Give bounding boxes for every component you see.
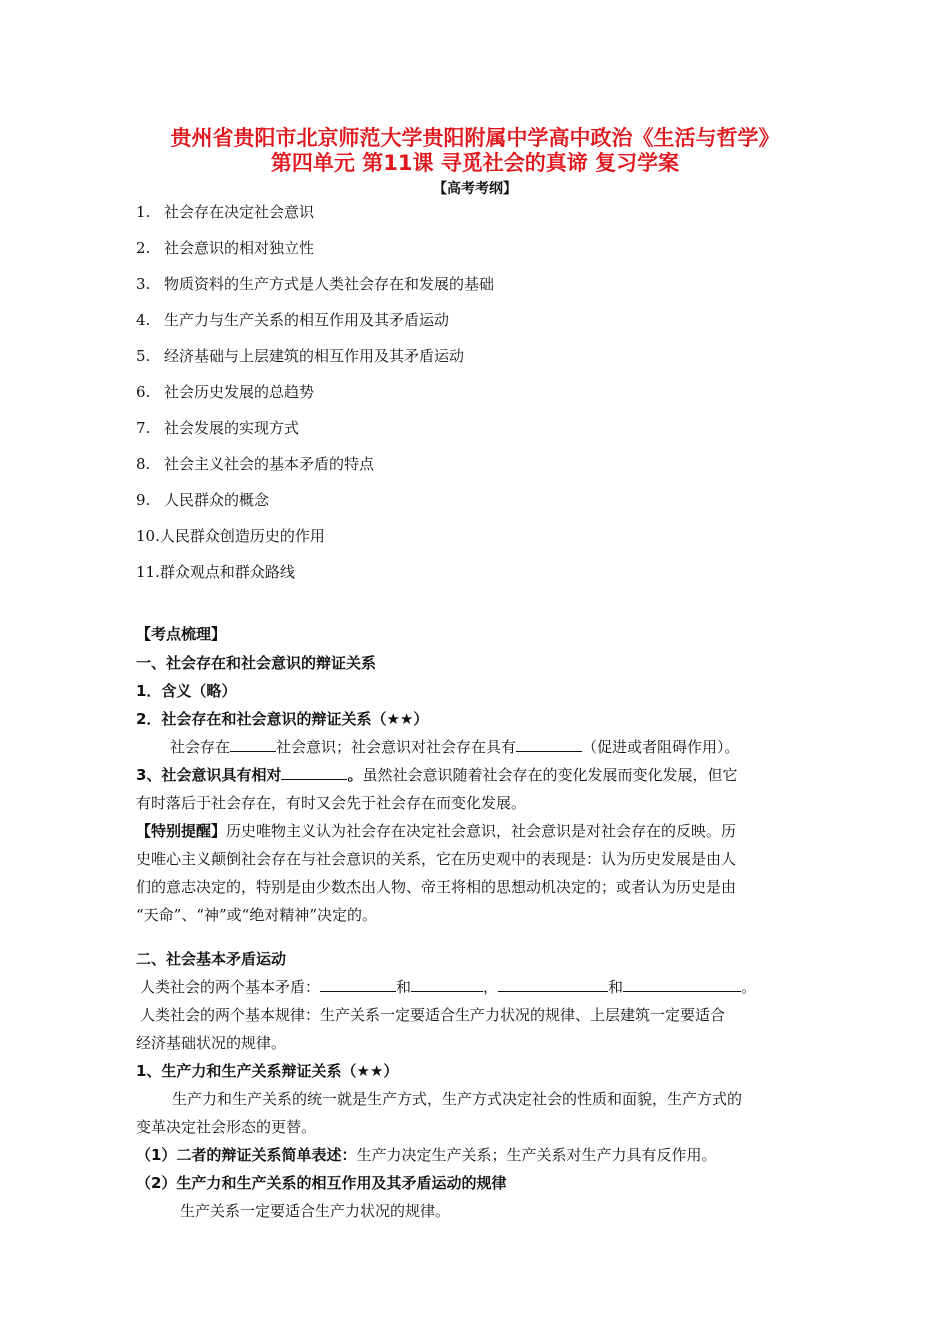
sec2-point1 — [136, 1144, 716, 1166]
list-item — [136, 524, 494, 560]
section-heading: 【考点梳理】 — [136, 625, 227, 643]
list-item — [136, 560, 494, 596]
list-item-number: 5. — [136, 347, 151, 365]
item3-bold-end: 。 — [347, 766, 363, 784]
list-item-number: 8. — [136, 455, 151, 473]
list-item-text: 社会意识的相对独立性 — [164, 239, 315, 257]
sec1-heading: 一、社会存在和社会意识的辩证关系 — [136, 654, 377, 672]
list-item — [136, 308, 494, 344]
blank-field[interactable] — [230, 737, 276, 752]
blank-field[interactable] — [320, 977, 396, 992]
sec2-heading: 二、社会基本矛盾运动 — [136, 950, 287, 968]
outline-heading: 【高考考纲】 — [433, 181, 517, 197]
list-item-number: 7. — [136, 419, 151, 437]
sec2-point2: （2）生产力和生产关系的相互作用及其矛盾运动的规律 — [136, 1174, 507, 1192]
blank-field[interactable] — [516, 737, 582, 752]
fill-text: 和 — [608, 978, 624, 996]
item3-bold: 3、社会意识具有相对 — [136, 766, 282, 784]
point1-bold: （1）二者的辩证关系简单表述： — [136, 1146, 357, 1164]
sec1-item3-line2: 有时落后于社会存在，有时又会先于社会存在而变化发展。 — [136, 794, 527, 812]
fill-text: 社会存在 — [170, 738, 231, 756]
fill-text: 和 — [396, 978, 412, 996]
list-item-text: 群众观点和群众路线 — [159, 563, 295, 581]
blank-field[interactable] — [281, 765, 347, 780]
list-item-text: 生产力与生产关系的相互作用及其矛盾运动 — [164, 311, 450, 329]
fill-text: 。 — [741, 978, 757, 996]
list-item — [136, 452, 494, 488]
sec1-item2: 2．社会存在和社会意识的辩证关系（★★） — [136, 710, 429, 728]
sec1-item1: 1．含义（略） — [136, 682, 237, 700]
list-item-number: 6. — [136, 383, 151, 401]
list-item-number: 1. — [136, 203, 151, 221]
list-item-number: 2. — [136, 239, 151, 257]
remind-line2: 史唯心主义颠倒社会存在与社会意识的关系，它在历史观中的表现是：认为历史发展是由人 — [136, 850, 737, 868]
remind-label: 【特别提醒】 — [136, 822, 227, 840]
list-item-text: 经济基础与上层建筑的相互作用及其矛盾运动 — [164, 347, 465, 365]
list-item-number: 4. — [136, 311, 151, 329]
remind-text: 历史唯物主义认为社会存在决定社会意识，社会意识是对社会存在的反映。历 — [226, 822, 737, 840]
list-item-number: 9. — [136, 491, 151, 509]
document-title-line-2: 第四单元 第11课 寻觅社会的真谛 复习学案 — [270, 151, 680, 175]
blank-field[interactable] — [498, 977, 608, 992]
fill-text: （促进或者阻碍作用）。 — [582, 738, 740, 756]
list-item-text: 物质资料的生产方式是人类社会存在和发展的基础 — [164, 275, 495, 293]
remind-line4: “天命”、“神”或“绝对精神”决定的。 — [136, 906, 378, 924]
list-item — [136, 272, 494, 308]
fill-text: 人类社会的两个基本矛盾： — [140, 978, 321, 996]
sec2-laws-line1: 人类社会的两个基本规律：生产关系一定要适合生产力状况的规律、上层建筑一定要适合 — [140, 1006, 726, 1024]
sec1-item3-line1 — [136, 764, 737, 786]
list-item-text: 社会主义社会的基本矛盾的特点 — [164, 455, 375, 473]
blank-field[interactable] — [623, 977, 741, 992]
sec2-mode-line1: 生产力和生产关系的统一就是生产方式，生产方式决定社会的性质和面貌，生产方式的 — [172, 1090, 743, 1108]
list-item-text: 社会发展的实现方式 — [164, 419, 300, 437]
item3-text: 虽然社会意识随着社会存在的变化发展而变化发展，但它 — [362, 766, 738, 784]
sec2-contradictions-line — [140, 976, 756, 998]
list-item-text: 人民群众创造历史的作用 — [159, 527, 325, 545]
list-item — [136, 380, 494, 416]
sec2-laws-line2: 经济基础状况的规律。 — [136, 1034, 287, 1052]
sec1-item2-fill-line — [170, 736, 740, 758]
list-item-text: 人民群众的概念 — [164, 491, 270, 509]
remind-line3: 们的意志决定的，特别是由少数杰出人物、帝王将相的思想动机决定的；或者认为历史是由 — [136, 878, 737, 896]
list-item — [136, 236, 494, 272]
blank-field[interactable] — [411, 977, 483, 992]
remind-line1 — [136, 820, 736, 842]
document-title-line-1: 贵州省贵阳市北京师范大学贵阳附属中学高中政治《生活与哲学》 — [170, 126, 780, 150]
list-item-text: 社会历史发展的总趋势 — [164, 383, 315, 401]
list-item-text: 社会存在决定社会意识 — [164, 203, 315, 221]
list-item — [136, 416, 494, 452]
sec2-point2-line: 生产关系一定要适合生产力状况的规律。 — [180, 1202, 451, 1220]
fill-text: ， — [483, 978, 499, 996]
point1-text: 生产力决定生产关系；生产关系对生产力具有反作用。 — [356, 1146, 717, 1164]
list-item — [136, 200, 494, 236]
exam-outline-list — [136, 200, 494, 596]
list-item-number: 3. — [136, 275, 151, 293]
sec2-sub1: 1、生产力和生产关系辩证关系（★★） — [136, 1062, 399, 1080]
list-item-number: 10. — [136, 527, 160, 545]
list-item — [136, 344, 494, 380]
fill-text: 社会意识；社会意识对社会存在具有 — [276, 738, 517, 756]
sec2-mode-line2: 变革决定社会形态的更替。 — [136, 1118, 317, 1136]
list-item — [136, 488, 494, 524]
list-item-number: 11. — [136, 563, 160, 581]
